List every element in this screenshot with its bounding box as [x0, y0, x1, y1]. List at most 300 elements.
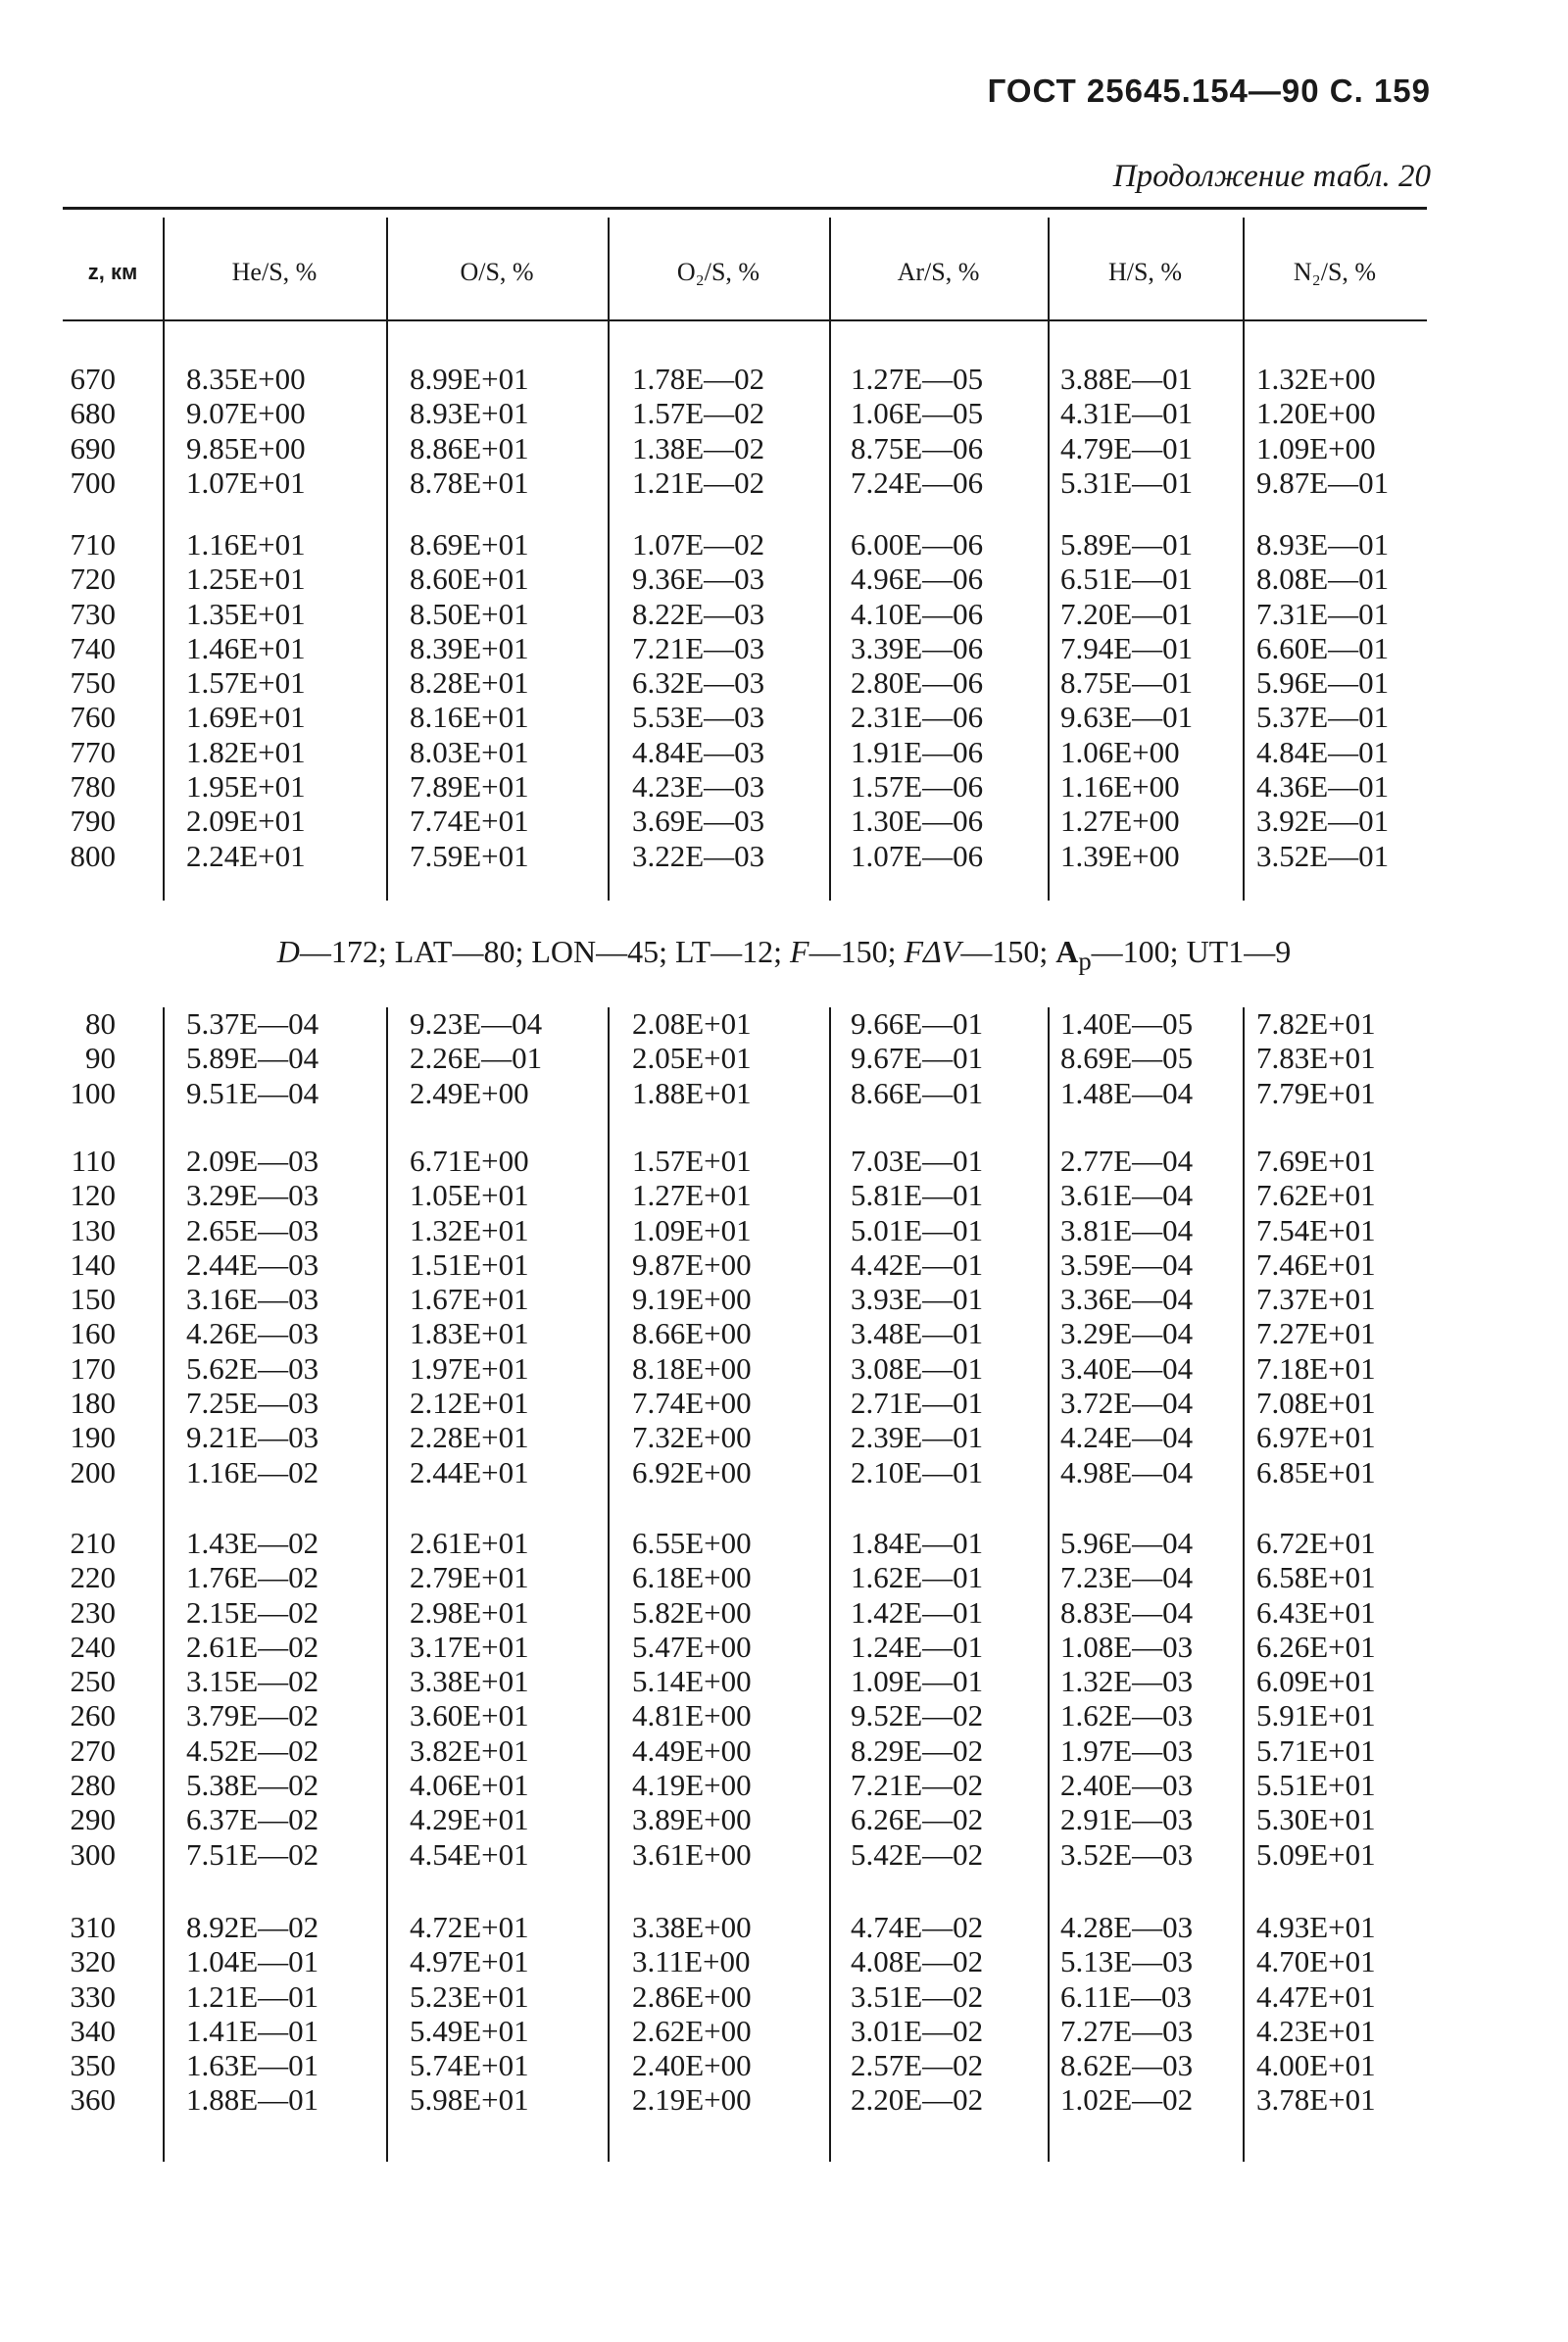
cell-value: 1.32E+01 — [410, 1212, 529, 1247]
cell-altitude: 190 — [70, 1420, 116, 1455]
cell-value: 2.12E+01 — [410, 1386, 529, 1421]
cell-value: 4.84E—01 — [1256, 734, 1390, 769]
cell-value: 6.72E+01 — [1256, 1526, 1376, 1560]
table-row — [0, 1595, 1568, 1630]
cell-value: 8.78E+01 — [410, 464, 529, 500]
cell-value: 7.89E+01 — [410, 769, 529, 805]
cell-value: 6.18E+00 — [632, 1560, 752, 1595]
cell-value: 5.47E+00 — [632, 1629, 752, 1664]
cell-value: 5.49E+01 — [410, 2013, 529, 2048]
cell-value: 7.79E+01 — [1256, 1075, 1376, 1110]
cell-value: 7.27E+01 — [1256, 1316, 1376, 1351]
cell-value: 1.57E+01 — [186, 665, 306, 701]
cell-value: 2.61E+01 — [410, 1526, 529, 1560]
table-row — [0, 665, 1568, 700]
cell-value: 4.97E+01 — [410, 1944, 529, 1979]
cell-value: 3.17E+01 — [410, 1629, 529, 1664]
cell-value: 4.84E—03 — [632, 734, 765, 769]
cell-value: 6.58E+01 — [1256, 1560, 1376, 1595]
table-row — [0, 1076, 1568, 1110]
cell-value: 1.05E+01 — [410, 1178, 529, 1213]
cell-value: 4.72E+01 — [410, 1910, 529, 1944]
column-header-helium: He/S, % — [231, 258, 318, 286]
cell-value: 5.71E+01 — [1256, 1732, 1376, 1768]
cell-value: 8.93E—01 — [1256, 527, 1390, 561]
table-row — [0, 1282, 1568, 1316]
cell-value: 7.69E+01 — [1256, 1144, 1376, 1178]
cell-value: 1.35E+01 — [186, 596, 306, 631]
table-row — [0, 1802, 1568, 1836]
cell-value: 5.42E—02 — [851, 1836, 984, 1872]
column-header-nitrogen: N₂/S, % — [1293, 258, 1377, 286]
cell-value: 1.46E+01 — [186, 630, 306, 665]
table-row — [0, 1144, 1568, 1178]
cell-value: 1.67E+01 — [410, 1282, 529, 1317]
cell-value: 4.93E+01 — [1256, 1910, 1376, 1944]
cell-value: 2.91E—03 — [1060, 1802, 1194, 1837]
table-row — [0, 465, 1568, 500]
cell-value: 1.27E+00 — [1060, 804, 1180, 839]
cell-value: 7.94E—01 — [1060, 630, 1194, 665]
cell-altitude: 200 — [70, 1454, 116, 1489]
table-row — [0, 561, 1568, 596]
cell-value: 7.37E+01 — [1256, 1282, 1376, 1317]
cell-value: 8.86E+01 — [410, 430, 529, 465]
table-header-rule — [63, 319, 1427, 321]
cell-value: 4.74E—02 — [851, 1910, 984, 1944]
cell-value: 1.08E—03 — [1060, 1629, 1194, 1664]
cell-altitude: 240 — [70, 1629, 116, 1664]
cell-value: 7.83E+01 — [1256, 1041, 1376, 1076]
cell-value: 2.62E+00 — [632, 2013, 752, 2048]
table-row — [0, 1178, 1568, 1212]
cell-value: 1.24E—01 — [851, 1629, 984, 1664]
cell-value: 6.51E—01 — [1060, 561, 1194, 597]
cell-value: 2.61E—02 — [186, 1629, 319, 1664]
cell-value: 5.14E+00 — [632, 1664, 752, 1699]
table-row — [0, 1006, 1568, 1041]
cell-value: 4.08E—02 — [851, 1944, 984, 1979]
cell-altitude: 710 — [70, 527, 116, 561]
cell-value: 1.09E+00 — [1256, 430, 1376, 465]
table-row — [0, 1213, 1568, 1247]
cell-altitude: 210 — [70, 1526, 116, 1560]
table-row — [0, 1733, 1568, 1768]
column-header-dioxygen: O₂/S, % — [676, 258, 760, 286]
cell-value: 5.13E—03 — [1060, 1944, 1194, 1979]
cell-value: 1.51E+01 — [410, 1246, 529, 1282]
cell-value: 7.08E+01 — [1256, 1386, 1376, 1421]
cell-value: 2.40E—03 — [1060, 1768, 1194, 1803]
cell-value: 9.19E+00 — [632, 1282, 752, 1317]
cell-value: 6.37E—02 — [186, 1802, 319, 1837]
table-row — [0, 631, 1568, 665]
cell-value: 3.38E+00 — [632, 1910, 752, 1944]
cell-value: 4.00E+01 — [1256, 2048, 1376, 2083]
cell-altitude: 720 — [70, 561, 116, 597]
cell-value: 7.82E+01 — [1256, 1006, 1376, 1041]
cell-value: 8.75E—06 — [851, 430, 984, 465]
cell-value: 8.60E+01 — [410, 561, 529, 597]
param-d-value: —172; LAT—80; LON—45; LT—12; — [299, 934, 791, 969]
table-row — [0, 1316, 1568, 1350]
cell-value: 7.27E—03 — [1060, 2013, 1194, 2048]
cell-value: 5.74E+01 — [410, 2048, 529, 2083]
table-row — [0, 597, 1568, 631]
cell-value: 3.82E+01 — [410, 1732, 529, 1768]
table-row — [0, 431, 1568, 465]
cell-value: 1.20E+00 — [1256, 396, 1376, 431]
cell-value: 8.69E+01 — [410, 527, 529, 561]
cell-value: 3.01E—02 — [851, 2013, 984, 2048]
cell-value: 6.32E—03 — [632, 665, 765, 701]
cell-value: 2.49E+00 — [410, 1075, 529, 1110]
cell-value: 1.57E—06 — [851, 769, 984, 805]
cell-altitude: 80 — [85, 1006, 116, 1041]
cell-value: 1.07E+01 — [186, 464, 306, 500]
cell-value: 8.93E+01 — [410, 396, 529, 431]
cell-altitude: 360 — [70, 2082, 116, 2118]
cell-value: 4.42E—01 — [851, 1246, 984, 1282]
cell-value: 1.82E+01 — [186, 734, 306, 769]
table-row — [0, 1979, 1568, 2014]
cell-value: 6.92E+00 — [632, 1454, 752, 1489]
table-row — [0, 1455, 1568, 1489]
cell-value: 1.76E—02 — [186, 1560, 319, 1595]
cell-value: 5.38E—02 — [186, 1768, 319, 1803]
param-fav-label: FΔV — [904, 934, 961, 969]
cell-value: 1.40E—05 — [1060, 1006, 1194, 1041]
cell-value: 7.03E—01 — [851, 1144, 984, 1178]
table-row — [0, 1837, 1568, 1872]
cell-value: 5.37E—01 — [1256, 700, 1390, 735]
cell-value: 5.62E—03 — [186, 1350, 319, 1386]
cell-value: 7.46E+01 — [1256, 1246, 1376, 1282]
cell-value: 1.38E—02 — [632, 430, 765, 465]
table-row — [0, 1420, 1568, 1454]
cell-value: 9.23E—04 — [410, 1006, 543, 1041]
cell-value: 8.29E—02 — [851, 1732, 984, 1768]
cell-altitude: 750 — [70, 665, 116, 701]
table-row — [0, 2082, 1568, 2117]
table-row — [0, 700, 1568, 734]
cell-value: 4.49E+00 — [632, 1732, 752, 1768]
cell-value: 1.16E+01 — [186, 527, 306, 561]
cell-value: 5.30E+01 — [1256, 1802, 1376, 1837]
cell-value: 6.55E+00 — [632, 1526, 752, 1560]
cell-value: 9.21E—03 — [186, 1420, 319, 1455]
cell-value: 6.43E+01 — [1256, 1594, 1376, 1630]
cell-value: 7.74E+00 — [632, 1386, 752, 1421]
cell-altitude: 790 — [70, 804, 116, 839]
cell-value: 1.88E—01 — [186, 2082, 319, 2118]
cell-value: 1.21E—01 — [186, 1978, 319, 2014]
cell-value: 1.16E—02 — [186, 1454, 319, 1489]
cell-value: 5.82E+00 — [632, 1594, 752, 1630]
cell-altitude: 330 — [70, 1978, 116, 2014]
cell-value: 2.44E+01 — [410, 1454, 529, 1489]
cell-value: 6.26E+01 — [1256, 1629, 1376, 1664]
cell-altitude: 140 — [70, 1246, 116, 1282]
table-top-rule — [63, 207, 1427, 210]
cell-value: 3.16E—03 — [186, 1282, 319, 1317]
cell-value: 1.43E—02 — [186, 1526, 319, 1560]
cell-value: 5.81E—01 — [851, 1178, 984, 1213]
cell-value: 4.19E+00 — [632, 1768, 752, 1803]
cell-altitude: 150 — [70, 1282, 116, 1317]
cell-value: 4.31E—01 — [1060, 396, 1194, 431]
table-row — [0, 839, 1568, 873]
cell-altitude: 340 — [70, 2013, 116, 2048]
cell-value: 2.28E+01 — [410, 1420, 529, 1455]
column-header-argon: Ar/S, % — [897, 258, 980, 286]
cell-altitude: 290 — [70, 1802, 116, 1837]
cell-value: 1.02E—02 — [1060, 2082, 1194, 2118]
cell-value: 8.03E+01 — [410, 734, 529, 769]
cell-value: 2.19E+00 — [632, 2082, 752, 2118]
cell-value: 2.05E+01 — [632, 1041, 752, 1076]
cell-value: 1.04E—01 — [186, 1944, 319, 1979]
cell-value: 8.50E+01 — [410, 596, 529, 631]
cell-value: 9.67E—01 — [851, 1041, 984, 1076]
page-header: ГОСТ 25645.154—90 С. 159 — [987, 73, 1431, 109]
cell-value: 1.07E—06 — [851, 838, 984, 873]
cell-value: 8.18E+00 — [632, 1350, 752, 1386]
cell-value: 9.66E—01 — [851, 1006, 984, 1041]
cell-value: 8.75E—01 — [1060, 665, 1194, 701]
cell-value: 7.20E—01 — [1060, 596, 1194, 631]
cell-value: 1.84E—01 — [851, 1526, 984, 1560]
cell-value: 7.51E—02 — [186, 1836, 319, 1872]
row-group — [0, 527, 1568, 873]
table-row — [0, 1351, 1568, 1386]
cell-value: 2.98E+01 — [410, 1594, 529, 1630]
cell-value: 3.48E—01 — [851, 1316, 984, 1351]
cell-value: 4.52E—02 — [186, 1732, 319, 1768]
cell-value: 8.66E+00 — [632, 1316, 752, 1351]
cell-value: 3.79E—02 — [186, 1698, 319, 1733]
cell-value: 5.98E+01 — [410, 2082, 529, 2118]
cell-value: 4.96E—06 — [851, 561, 984, 597]
cell-value: 3.61E—04 — [1060, 1178, 1194, 1213]
cell-value: 9.36E—03 — [632, 561, 765, 597]
cell-value: 1.97E+01 — [410, 1350, 529, 1386]
cell-value: 6.60E—01 — [1256, 630, 1390, 665]
cell-value: 5.89E—01 — [1060, 527, 1194, 561]
cell-altitude: 800 — [70, 838, 116, 873]
cell-altitude: 120 — [70, 1178, 116, 1213]
cell-value: 7.32E+00 — [632, 1420, 752, 1455]
cell-value: 4.47E+01 — [1256, 1978, 1376, 2014]
cell-value: 9.07E+00 — [186, 396, 306, 431]
cell-value: 4.24E—04 — [1060, 1420, 1194, 1455]
cell-value: 7.62E+01 — [1256, 1178, 1376, 1213]
param-ap-value: —100; UT1—9 — [1091, 934, 1292, 969]
row-group — [0, 1526, 1568, 1872]
cell-altitude: 230 — [70, 1594, 116, 1630]
cell-value: 6.71E+00 — [410, 1144, 529, 1178]
cell-altitude: 670 — [70, 362, 116, 396]
param-f-label: F — [790, 934, 809, 969]
cell-value: 6.11E—03 — [1060, 1978, 1193, 2014]
cell-altitude: 220 — [70, 1560, 116, 1595]
cell-value: 5.23E+01 — [410, 1978, 529, 2014]
cell-value: 6.00E—06 — [851, 527, 984, 561]
cell-value: 5.37E—04 — [186, 1006, 319, 1041]
cell-altitude: 310 — [70, 1910, 116, 1944]
cell-value: 2.57E—02 — [851, 2048, 984, 2083]
cell-value: 2.86E+00 — [632, 1978, 752, 2014]
table-row — [0, 1386, 1568, 1420]
cell-value: 6.09E+01 — [1256, 1664, 1376, 1699]
cell-value: 3.51E—02 — [851, 1978, 984, 2014]
row-group — [0, 1006, 1568, 1110]
cell-value: 4.10E—06 — [851, 596, 984, 631]
cell-value: 1.41E—01 — [186, 2013, 319, 2048]
cell-value: 2.26E—01 — [410, 1041, 543, 1076]
cell-altitude: 160 — [70, 1316, 116, 1351]
cell-value: 1.57E+01 — [632, 1144, 752, 1178]
cell-value: 1.09E+01 — [632, 1212, 752, 1247]
table-row — [0, 1041, 1568, 1075]
cell-value: 3.81E—04 — [1060, 1212, 1194, 1247]
param-ap-label: A — [1055, 934, 1079, 969]
cell-value: 1.88E+01 — [632, 1075, 752, 1110]
cell-value: 7.59E+01 — [410, 838, 529, 873]
cell-value: 3.15E—02 — [186, 1664, 319, 1699]
row-group — [0, 362, 1568, 500]
column-header-hydrogen: H/S, % — [1107, 258, 1183, 286]
cell-value: 2.08E+01 — [632, 1006, 752, 1041]
cell-value: 4.26E—03 — [186, 1316, 319, 1351]
cell-value: 3.52E—01 — [1256, 838, 1390, 873]
cell-value: 6.85E+01 — [1256, 1454, 1376, 1489]
cell-altitude: 170 — [70, 1350, 116, 1386]
table-row — [0, 1698, 1568, 1732]
cell-value: 5.91E+01 — [1256, 1698, 1376, 1733]
table-row — [0, 1944, 1568, 1978]
table-row — [0, 1560, 1568, 1594]
cell-altitude: 260 — [70, 1698, 116, 1733]
cell-value: 4.36E—01 — [1256, 769, 1390, 805]
cell-value: 1.06E+00 — [1060, 734, 1180, 769]
cell-value: 9.63E—01 — [1060, 700, 1194, 735]
cell-altitude: 730 — [70, 596, 116, 631]
cell-value: 4.81E+00 — [632, 1698, 752, 1733]
cell-value: 7.24E—06 — [851, 464, 984, 500]
param-d-label: D — [276, 934, 300, 969]
cell-value: 3.88E—01 — [1060, 362, 1194, 396]
table-row — [0, 1630, 1568, 1664]
cell-value: 2.71E—01 — [851, 1386, 984, 1421]
cell-altitude: 690 — [70, 430, 116, 465]
cell-value: 8.83E—04 — [1060, 1594, 1194, 1630]
cell-value: 8.62E—03 — [1060, 2048, 1194, 2083]
cell-value: 5.09E+01 — [1256, 1836, 1376, 1872]
table-row — [0, 1247, 1568, 1282]
cell-value: 8.66E—01 — [851, 1075, 984, 1110]
cell-altitude: 350 — [70, 2048, 116, 2083]
table-row — [0, 362, 1568, 396]
cell-altitude: 280 — [70, 1768, 116, 1803]
cell-value: 5.89E—04 — [186, 1041, 319, 1076]
cell-value: 7.54E+01 — [1256, 1212, 1376, 1247]
cell-value: 4.28E—03 — [1060, 1910, 1194, 1944]
cell-value: 1.27E—05 — [851, 362, 984, 396]
cell-value: 3.52E—03 — [1060, 1836, 1194, 1872]
cell-value: 2.09E—03 — [186, 1144, 319, 1178]
param-ap-subscript: p — [1078, 946, 1092, 976]
cell-value: 8.39E+01 — [410, 630, 529, 665]
row-group — [0, 1144, 1568, 1489]
cell-value: 3.89E+00 — [632, 1802, 752, 1837]
cell-value: 1.09E—01 — [851, 1664, 984, 1699]
table-row — [0, 735, 1568, 769]
cell-value: 1.16E+00 — [1060, 769, 1180, 805]
cell-value: 1.42E—01 — [851, 1594, 984, 1630]
cell-value: 3.40E—04 — [1060, 1350, 1194, 1386]
cell-value: 1.62E—01 — [851, 1560, 984, 1595]
cell-value: 2.80E—06 — [851, 665, 984, 701]
cell-value: 4.98E—04 — [1060, 1454, 1194, 1489]
cell-value: 7.74E+01 — [410, 804, 529, 839]
cell-value: 4.29E+01 — [410, 1802, 529, 1837]
cell-value: 4.79E—01 — [1060, 430, 1194, 465]
cell-altitude: 700 — [70, 464, 116, 500]
cell-altitude: 780 — [70, 769, 116, 805]
cell-value: 2.09E+01 — [186, 804, 306, 839]
cell-value: 2.15E—02 — [186, 1594, 319, 1630]
cell-value: 2.31E—06 — [851, 700, 984, 735]
cell-value: 3.08E—01 — [851, 1350, 984, 1386]
cell-value: 2.44E—03 — [186, 1246, 319, 1282]
table-row — [0, 396, 1568, 430]
cell-value: 9.87E—01 — [1256, 464, 1390, 500]
table-row — [0, 804, 1568, 838]
cell-value: 5.53E—03 — [632, 700, 765, 735]
table-row — [0, 2048, 1568, 2082]
column-header-oxygen: O/S, % — [460, 258, 534, 286]
column-header-altitude: z, км — [87, 260, 138, 284]
table-row — [0, 1910, 1568, 1944]
cell-value: 9.52E—02 — [851, 1698, 984, 1733]
cell-value: 1.39E+00 — [1060, 838, 1180, 873]
cell-value: 4.06E+01 — [410, 1768, 529, 1803]
cell-value: 3.78E+01 — [1256, 2082, 1376, 2118]
cell-altitude: 740 — [70, 630, 116, 665]
table-row — [0, 1664, 1568, 1698]
cell-value: 4.70E+01 — [1256, 1944, 1376, 1979]
cell-value: 1.95E+01 — [186, 769, 306, 805]
cell-value: 3.60E+01 — [410, 1698, 529, 1733]
cell-value: 1.62E—03 — [1060, 1698, 1194, 1733]
cell-value: 5.51E+01 — [1256, 1768, 1376, 1803]
cell-value: 8.92E—02 — [186, 1910, 319, 1944]
cell-value: 5.31E—01 — [1060, 464, 1194, 500]
cell-value: 3.11E+00 — [632, 1944, 751, 1979]
cell-value: 7.23E—04 — [1060, 1560, 1194, 1595]
cell-value: 8.35E+00 — [186, 362, 306, 396]
cell-value: 1.32E—03 — [1060, 1664, 1194, 1699]
cell-value: 6.26E—02 — [851, 1802, 984, 1837]
table-continuation-caption: Продолжение табл. 20 — [1112, 159, 1431, 194]
row-group — [0, 1910, 1568, 2118]
cell-value: 9.87E+00 — [632, 1246, 752, 1282]
cell-value: 3.93E—01 — [851, 1282, 984, 1317]
cell-altitude: 320 — [70, 1944, 116, 1979]
cell-value: 3.59E—04 — [1060, 1246, 1194, 1282]
cell-value: 3.61E+00 — [632, 1836, 752, 1872]
